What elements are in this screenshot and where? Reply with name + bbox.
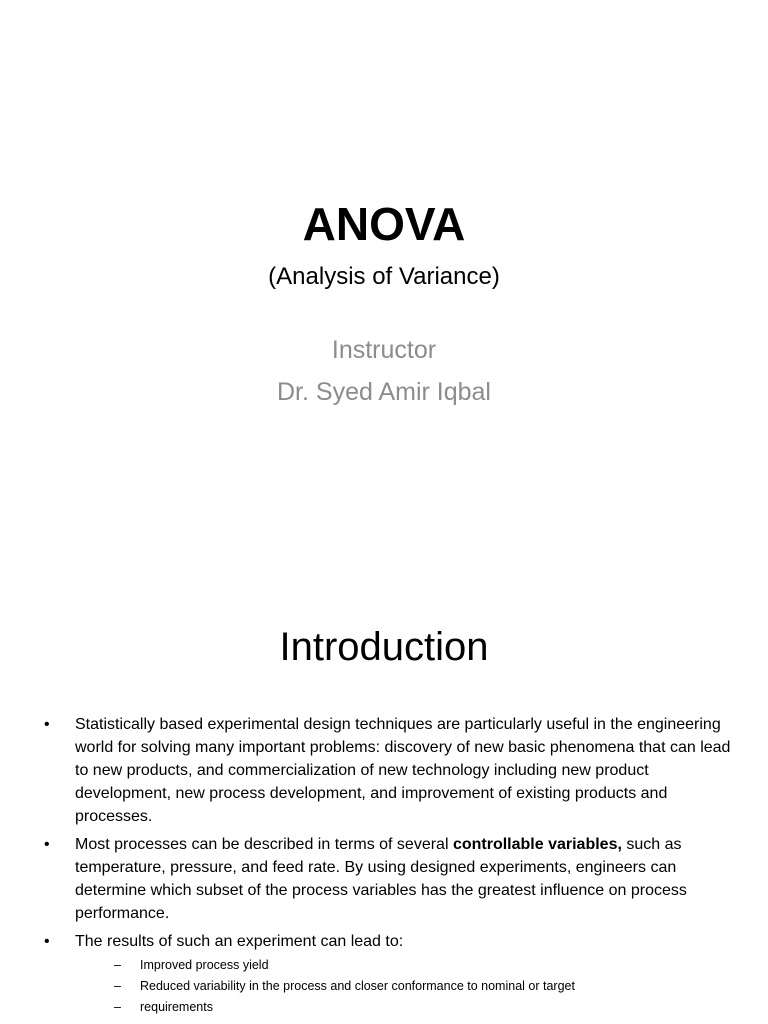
bullet-list (44, 713, 734, 1023)
bullet-text: Most processes can be described in terms of several (75, 836, 453, 853)
sub-marker: – (114, 1000, 121, 1014)
list-item (44, 713, 734, 828)
sub-list-item (75, 997, 734, 1018)
sub-text: Reduced variability in the process and closer conformance to nominal or target (140, 979, 575, 993)
instructor-name: Dr. Syed Amir Iqbal (277, 378, 491, 406)
section-title: Introduction (279, 625, 489, 669)
instructor-label: Instructor (331, 336, 437, 364)
sub-marker: – (114, 979, 121, 993)
bullet-text: The results of such an experiment can lead to: (75, 933, 404, 950)
sub-text: Improved process yield (140, 958, 269, 972)
list-item (44, 930, 734, 1018)
sub-marker: – (114, 958, 121, 972)
slide-subtitle: (Analysis of Variance) (268, 263, 500, 290)
bullet-marker: • (44, 716, 50, 733)
sub-list (75, 955, 734, 1018)
sub-list-item (75, 976, 734, 997)
introduction-slide (0, 576, 768, 1024)
sub-text: requirements (140, 1000, 213, 1014)
bullet-marker: • (44, 836, 50, 853)
bullet-marker: • (44, 933, 50, 950)
slide-title: ANOVA (302, 198, 466, 250)
bullet-text: such as temperature, pressure, and feed rate. By using designed experiments, engineers can determine which subset of the process variables has the greatest influence on process performance. (75, 836, 687, 922)
bold-term: controllable variables, (452, 836, 622, 853)
list-item (44, 833, 734, 925)
sub-list-item (75, 955, 734, 976)
bullet-text: Statistically based experimental design techniques are particularly useful in the engineering world for solving many important problems: discovery of new basic phenomena that can lead to new products, and commercialization of new technology including new product development, new process development, and improvement of existing products and processes. (75, 716, 731, 825)
